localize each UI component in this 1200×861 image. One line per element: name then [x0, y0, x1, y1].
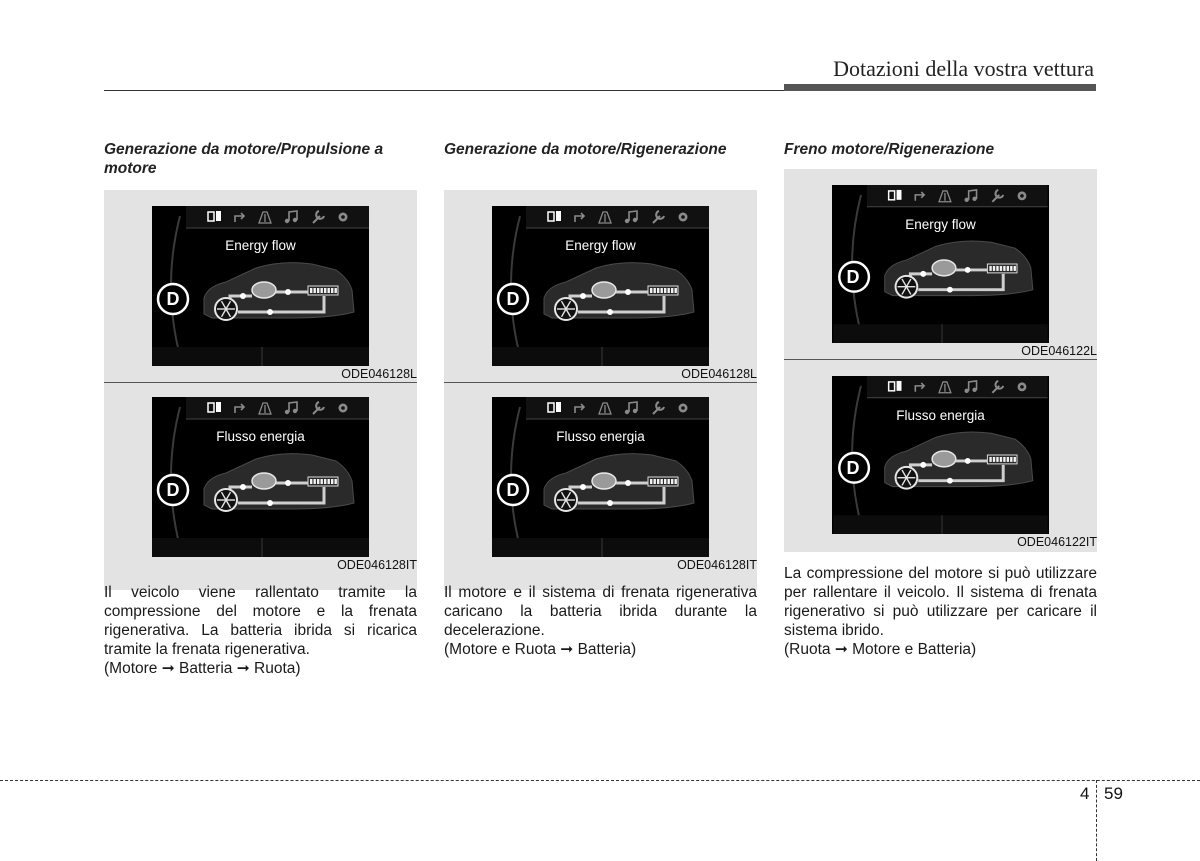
flow-node — [240, 293, 246, 299]
screen-title: Energy flow — [225, 238, 296, 253]
motor-icon — [592, 282, 616, 298]
gear-icon — [339, 404, 348, 413]
gear-icon — [339, 213, 348, 222]
flow-node — [285, 480, 291, 486]
figure-divider — [444, 382, 757, 383]
page-number: 59 — [1104, 784, 1123, 803]
figure-divider — [784, 359, 1097, 360]
gear-icon — [679, 404, 688, 413]
flow-node — [625, 480, 631, 486]
body-paragraph: Il veicolo viene rallentato tramite la compressione del motore e la frenata rigenerativa. La batteria ibrida si ricarica tramite la frenata rigenerativa. — [104, 584, 417, 658]
column-body — [784, 564, 1097, 659]
wheel-icon — [555, 298, 577, 320]
gear-indicator: D — [166, 289, 180, 309]
status-strip — [152, 538, 369, 557]
screen-title: Energy flow — [565, 238, 636, 253]
body-paragraph: Il motore e il sistema di frenata rigenerativa caricano la batteria ibrida durante la decelerazione. — [444, 584, 757, 639]
footer-rule — [0, 780, 1200, 781]
gear-indicator: D — [846, 267, 860, 287]
wheel-icon — [555, 489, 577, 511]
header-rule — [104, 90, 784, 91]
wheel-icon — [215, 298, 237, 320]
status-strip — [833, 324, 1047, 343]
status-strip — [833, 515, 1047, 534]
gear-indicator: D — [506, 289, 520, 309]
column-heading: Generazione da motore/Rigenerazione — [444, 141, 727, 158]
gear-indicator: D — [166, 480, 180, 500]
figure-divider — [104, 382, 417, 383]
cluster-screen — [492, 397, 709, 557]
cluster-screen — [492, 206, 709, 366]
image-code: ODE046128L — [681, 367, 757, 381]
column-heading: Freno motore/Rigenerazione — [784, 141, 995, 158]
figure-panel-3 — [784, 169, 1097, 552]
wheel-icon — [896, 276, 918, 298]
image-code: ODE046122IT — [1017, 535, 1097, 549]
cluster-screen — [152, 397, 369, 557]
motor-icon — [252, 473, 276, 489]
chapter-number: 4 — [1080, 784, 1090, 803]
column-2 — [444, 140, 757, 700]
flow-node — [607, 309, 613, 315]
wheel-icon — [215, 489, 237, 511]
gear-icon — [1018, 191, 1027, 200]
column-body — [444, 583, 757, 659]
motor-icon — [592, 473, 616, 489]
footer-divider — [1096, 780, 1097, 861]
gear-indicator: D — [506, 480, 520, 500]
flow-node — [267, 500, 273, 506]
gear-indicator: D — [846, 458, 860, 478]
column-heading: Generazione da motore/Propulsione a motore — [104, 141, 384, 177]
energy-flow-path: (Motore ➞ Batteria ➞ Ruota) — [104, 660, 301, 677]
screen-title: Flusso energia — [556, 429, 645, 444]
wheel-icon — [896, 467, 918, 489]
column-3 — [784, 140, 1097, 680]
column-body — [104, 583, 417, 678]
flow-node — [947, 478, 953, 484]
cluster-screen — [832, 185, 1049, 343]
image-code: ODE046128IT — [677, 558, 757, 572]
status-strip — [492, 538, 709, 557]
gear-icon — [679, 213, 688, 222]
flow-node — [965, 267, 971, 273]
motor-icon — [932, 260, 956, 276]
flow-node — [947, 287, 953, 293]
header-rule-bold — [784, 84, 1096, 91]
flow-node — [580, 484, 586, 490]
section-title: Dotazioni della vostra vettura — [833, 56, 1094, 81]
image-code: ODE046122L — [1021, 344, 1097, 358]
energy-flow-path: (Motore e Ruota ➞ Batteria) — [444, 641, 637, 658]
flow-node — [240, 484, 246, 490]
figure-panel-1 — [104, 190, 417, 590]
flow-node — [580, 293, 586, 299]
flow-node — [625, 289, 631, 295]
flow-node — [267, 309, 273, 315]
screen-title: Flusso energia — [896, 408, 985, 423]
cluster-screen — [152, 206, 369, 366]
figure-panel-2 — [444, 190, 757, 590]
motor-icon — [932, 451, 956, 467]
column-1 — [104, 140, 417, 700]
flow-node — [965, 458, 971, 464]
motor-icon — [252, 282, 276, 298]
status-strip — [492, 347, 709, 366]
flow-node — [607, 500, 613, 506]
gear-icon — [1018, 382, 1027, 391]
status-strip — [152, 347, 369, 366]
image-code: ODE046128IT — [337, 558, 417, 572]
flow-node — [920, 462, 926, 468]
energy-flow-path: (Ruota ➞ Motore e Batteria) — [784, 641, 977, 658]
body-paragraph: La compressione del motore si può utilizzare per rallentare il veicolo. Il sistema di frenata rigenerativo si può utilizzare per caricare il sistema ibrido. — [784, 565, 1097, 639]
screen-title: Energy flow — [905, 217, 976, 232]
image-code: ODE046128L — [341, 367, 417, 381]
cluster-screen — [832, 376, 1049, 534]
flow-node — [285, 289, 291, 295]
flow-node — [920, 271, 926, 277]
screen-title: Flusso energia — [216, 429, 305, 444]
